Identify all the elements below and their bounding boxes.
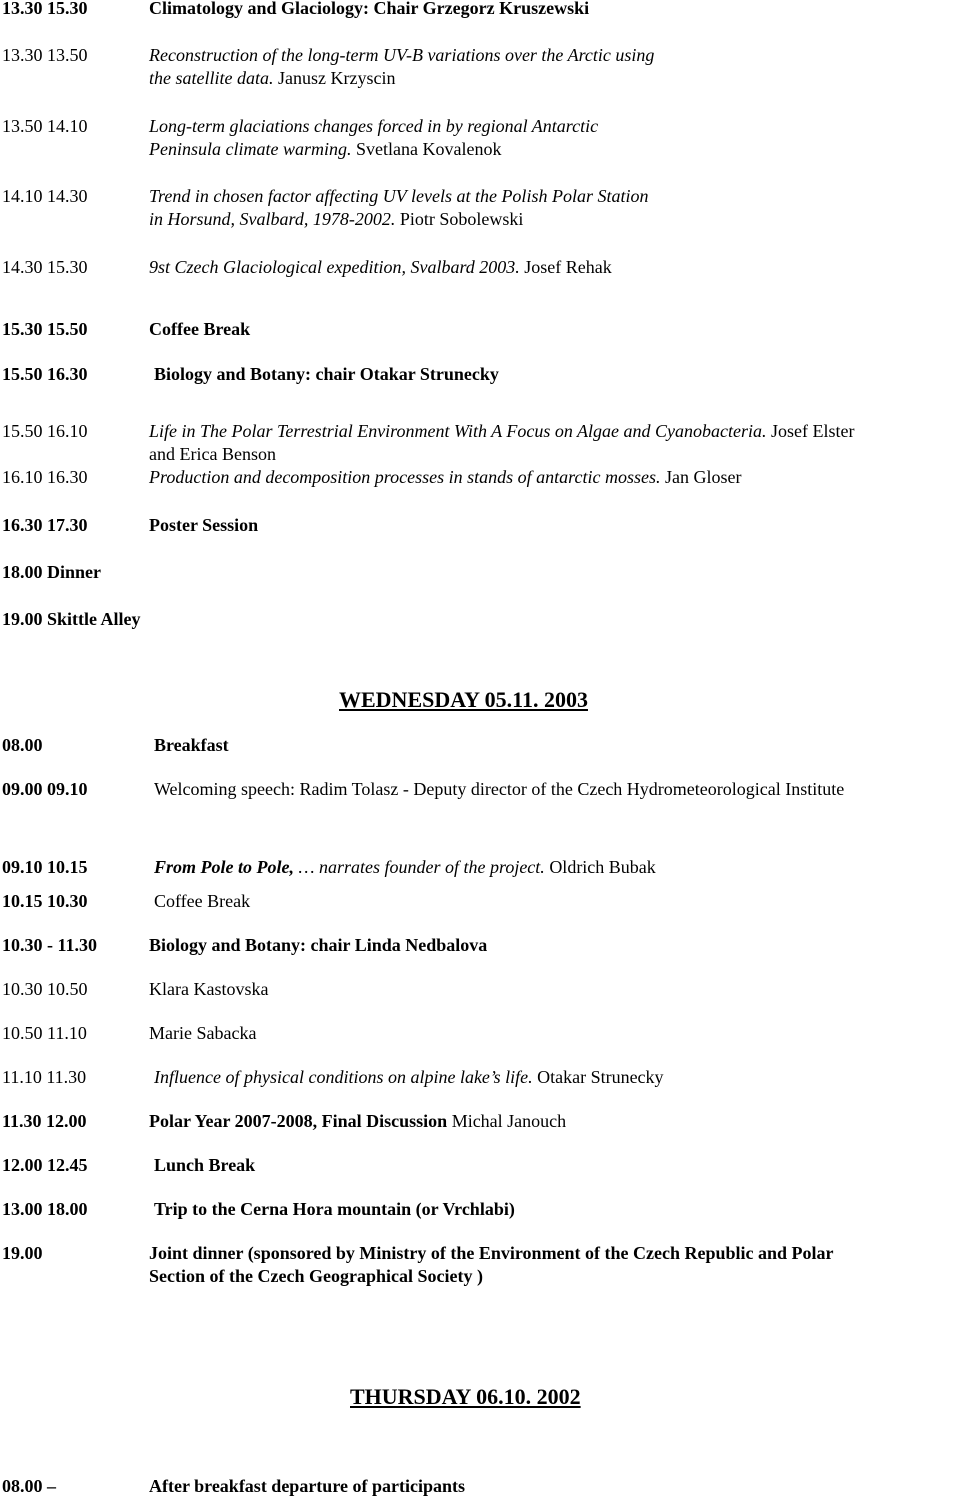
talk-title: Long-term glaciations changes forced in by regional Antarctic bbox=[149, 116, 599, 136]
item-time: 09.10 10.15 bbox=[2, 857, 88, 877]
session-time: 15.50 16.30 bbox=[2, 364, 88, 384]
talk-time: 16.10 16.30 bbox=[2, 467, 88, 487]
talk-title-cont: in Horsund, Svalbard, 1978-2002. bbox=[149, 209, 396, 229]
item-title: Influence of physical conditions on alpine lake’s life. bbox=[154, 1067, 533, 1087]
skittle-text: 19.00 Skittle Alley bbox=[2, 609, 141, 629]
item-time: 19.00 bbox=[2, 1243, 43, 1263]
item-title-cont: Section of the Czech Geographical Society ) bbox=[149, 1266, 483, 1286]
talk-time: 13.50 14.10 bbox=[2, 116, 88, 136]
talk-author-cont: and Erica Benson bbox=[149, 444, 276, 464]
talk-time: 14.30 15.30 bbox=[2, 257, 88, 277]
talk-time: 14.10 14.30 bbox=[2, 186, 88, 206]
item-time: 08.00 bbox=[2, 735, 43, 755]
dinner-text: 18.00 Dinner bbox=[2, 562, 101, 582]
item-author: Otakar Strunecky bbox=[532, 1067, 664, 1087]
talk-author: Josef Elster bbox=[766, 421, 855, 441]
talk-author: Piotr Sobolewski bbox=[395, 209, 524, 229]
item-time: 10.50 11.10 bbox=[2, 1023, 87, 1043]
item-time: 09.00 09.10 bbox=[2, 779, 88, 799]
item-title: Joint dinner (sponsored by Ministry of the Environment of the Czech Republic and Polar bbox=[149, 1243, 834, 1263]
item-time: 08.00 – bbox=[2, 1476, 56, 1496]
item-time: 12.00 12.45 bbox=[2, 1155, 88, 1175]
item-title: Welcoming speech: Radim Tolasz - Deputy director of the Czech Hydrometeorological Institute bbox=[154, 779, 845, 799]
day-heading-thursday: THURSDAY 06.10. 2002 bbox=[350, 1384, 581, 1409]
item-time: 13.00 18.00 bbox=[2, 1199, 88, 1219]
talk-author: Janusz Krzyscin bbox=[273, 68, 396, 88]
talk-title: Reconstruction of the long-term UV-B variations over the Arctic using bbox=[149, 45, 655, 65]
item-author: Oldrich Bubak bbox=[544, 857, 656, 877]
talk-title-cont: the satellite data. bbox=[149, 68, 274, 88]
item-title-cont: … narrates founder of the project. bbox=[293, 857, 545, 877]
talk-title-cont: Peninsula climate warming. bbox=[149, 139, 352, 159]
item-time: 11.10 11.30 bbox=[2, 1067, 87, 1087]
talk-title: Trend in chosen factor affecting UV levels at the Polish Polar Station bbox=[149, 186, 649, 206]
item-time: 10.15 10.30 bbox=[2, 891, 88, 911]
break-time: 15.30 15.50 bbox=[2, 319, 88, 339]
session-title: Poster Session bbox=[149, 515, 259, 535]
talk-author: Jan Gloser bbox=[660, 467, 742, 487]
item-title: Breakfast bbox=[154, 735, 229, 755]
day-heading-wednesday: WEDNESDAY 05.11. 2003 bbox=[339, 687, 588, 712]
session-time: 13.30 15.30 bbox=[2, 0, 88, 18]
item-title: Coffee Break bbox=[154, 891, 251, 911]
talk-time: 13.30 13.50 bbox=[2, 45, 88, 65]
session-title: Biology and Botany: chair Linda Nedbalova bbox=[149, 935, 488, 955]
item-time: 11.30 12.00 bbox=[2, 1111, 87, 1131]
item-title: Polar Year 2007-2008, Final Discussion bbox=[149, 1111, 448, 1131]
break-title: Coffee Break bbox=[149, 319, 251, 339]
item-author: Michal Janouch bbox=[447, 1111, 567, 1131]
talk-time: 15.50 16.10 bbox=[2, 421, 88, 441]
talk-author: Josef Rehak bbox=[519, 257, 612, 277]
talk-title: Production and decomposition processes in stands of antarctic mosses. bbox=[149, 467, 661, 487]
item-title: Marie Sabacka bbox=[149, 1023, 257, 1043]
talk-author: Svetlana Kovalenok bbox=[351, 139, 502, 159]
item-title: Trip to the Cerna Hora mountain (or Vrchlabi) bbox=[154, 1199, 515, 1219]
item-title: After breakfast departure of participants bbox=[149, 1476, 465, 1496]
item-time: 10.30 10.50 bbox=[2, 979, 88, 999]
session-title: Climatology and Glaciology: Chair Grzegorz Kruszewski bbox=[149, 0, 590, 18]
session-time: 16.30 17.30 bbox=[2, 515, 88, 535]
item-title: Klara Kastovska bbox=[149, 979, 269, 999]
item-title: From Pole to Pole, bbox=[154, 857, 294, 877]
session-title: Biology and Botany: chair Otakar Strunecky bbox=[154, 364, 499, 384]
item-title: Lunch Break bbox=[154, 1155, 256, 1175]
talk-title: 9st Czech Glaciological expedition, Svalbard 2003. bbox=[149, 257, 520, 277]
session-time: 10.30 - 11.30 bbox=[2, 935, 98, 955]
talk-title: Life in The Polar Terrestrial Environment With A Focus on Algae and Cyanobacteria. bbox=[149, 421, 767, 441]
